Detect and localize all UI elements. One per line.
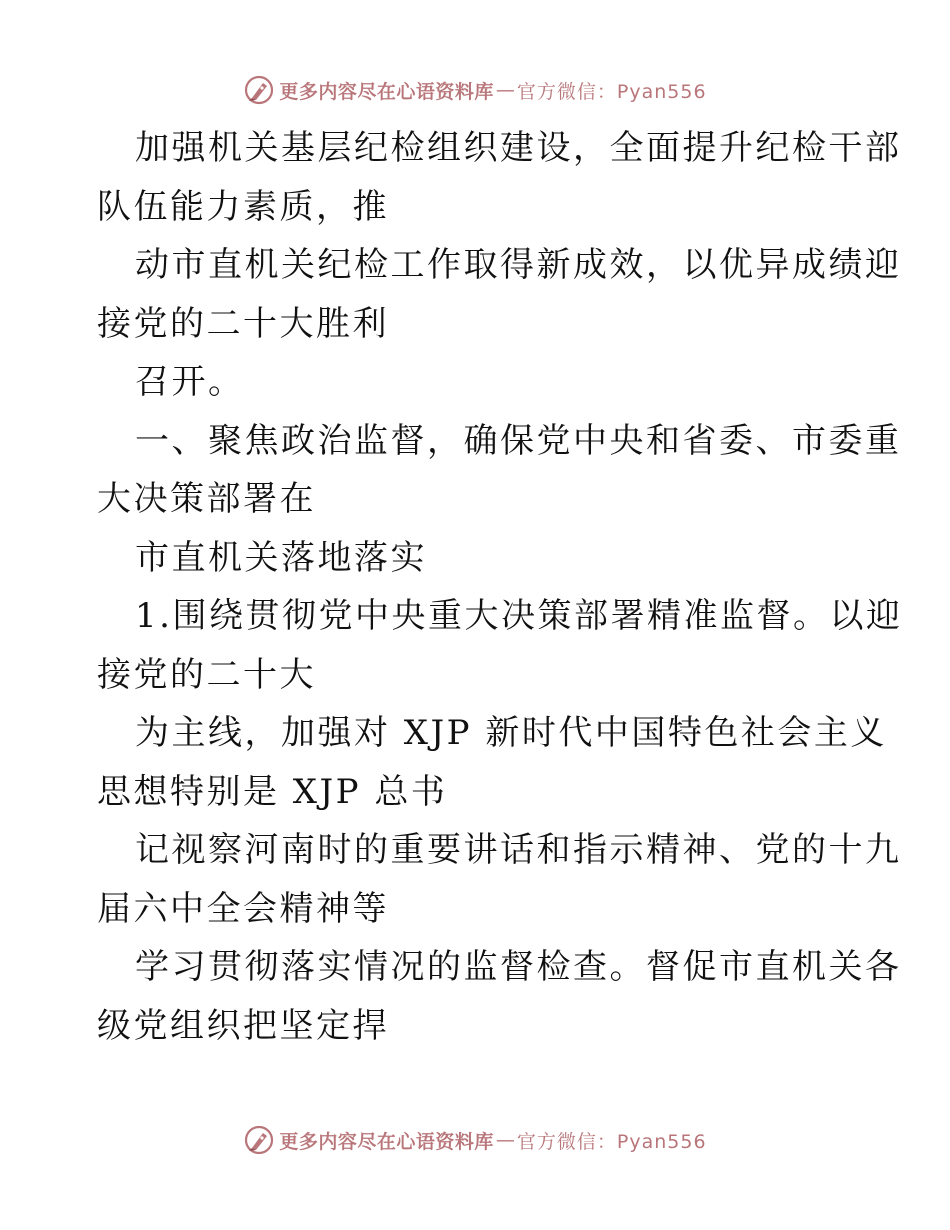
text-line: 级党组织把坚定捍 [97, 1005, 389, 1046]
banner-separator: — [495, 79, 515, 101]
text-line: 思想特别是 XJP 总书 [97, 771, 448, 812]
wechat-contact: 官方微信：Pyan556 [516, 1130, 707, 1153]
text-line: 为主线，加强对 XJP 新时代中国特色社会主义 [135, 713, 887, 753]
text-line: 接党的二十大胜利 [97, 303, 389, 344]
text-line: 加强机关基层纪检组织建设，全面提升纪检干部 [135, 128, 902, 168]
section-heading-line: 大决策部署在 [97, 479, 316, 519]
document-body [97, 119, 903, 1055]
footer-banner [0, 1120, 950, 1160]
text-line: 接党的二十大 [97, 654, 316, 695]
header-banner [0, 70, 950, 110]
section-heading-line: 一、聚焦政治监督，确保党中央和省委、市委重 [135, 420, 902, 461]
banner-text: 更多内容尽在心语资料库 [279, 1130, 494, 1153]
text-line: 1.围绕贯彻党中央重大决策部署精准监督。以迎 [135, 596, 903, 636]
text-line: 学习贯彻落实情况的监督检查。督促市直机关各 [135, 947, 902, 987]
banner-separator: — [495, 1129, 515, 1151]
text-line: 队伍能力素质，推 [97, 186, 389, 227]
text-line: 召开。 [135, 362, 245, 402]
pen-nib-circle-icon [243, 74, 275, 106]
pen-nib-circle-icon [243, 1124, 275, 1156]
banner-text: 更多内容尽在心语资料库 [279, 80, 494, 103]
text-line: 届六中全会精神等 [97, 888, 389, 929]
text-line: 动市直机关纪检工作取得新成效，以优异成绩迎 [135, 245, 902, 285]
section-heading-line: 市直机关落地落实 [135, 537, 427, 578]
wechat-contact: 官方微信：Pyan556 [516, 80, 707, 103]
text-line: 记视察河南时的重要讲话和指示精神、党的十九 [135, 830, 902, 870]
